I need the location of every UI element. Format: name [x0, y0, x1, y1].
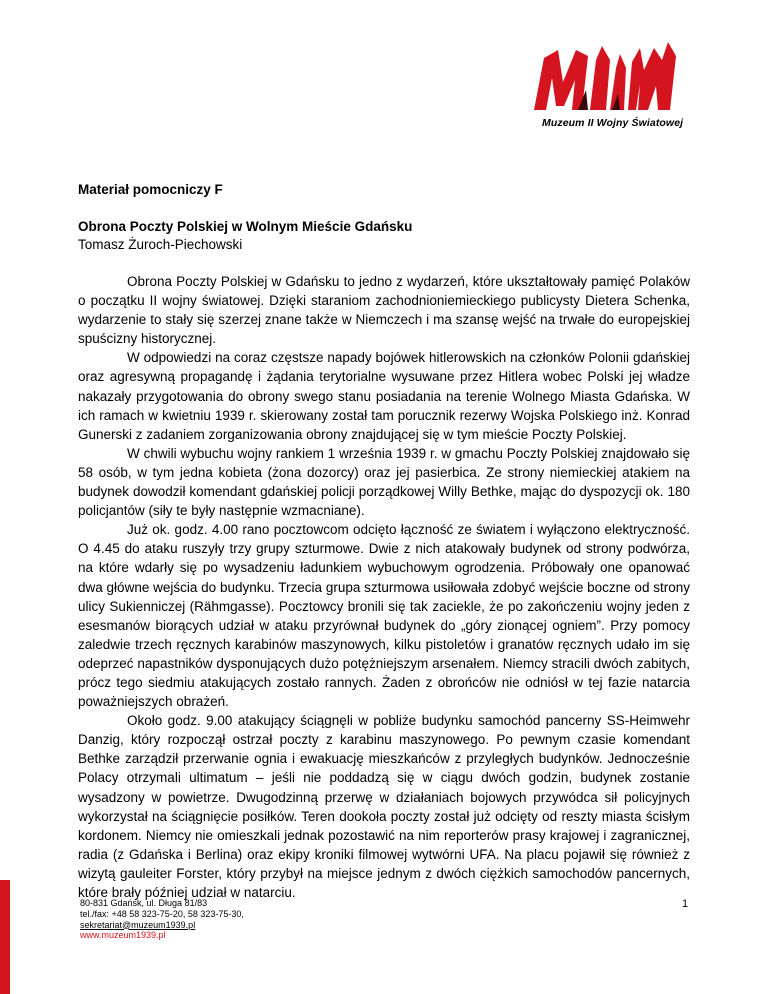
footer-phone: tel./fax: +48 58 323-75-20, 58 323-75-30, [80, 908, 244, 919]
museum-logo-mark [530, 40, 680, 115]
page-number: 1 [682, 898, 689, 910]
footer-contact [80, 898, 244, 941]
material-heading: Materiał pomocniczy F [78, 182, 223, 197]
article-body [78, 272, 690, 902]
footer-address: 80-831 Gdańsk, ul. Długa 81/83 [80, 898, 208, 908]
document-title: Obrona Poczty Polskiej w Wolnym Mieście Gdańsku [78, 219, 413, 234]
museum-logo [530, 40, 685, 140]
author-name: Tomasz Żuroch-Piechowski [78, 237, 243, 252]
paragraph: Obrona Poczty Polskiej w Gdańsku to jedno z wydarzeń, które ukształtowały pamięć Polaków o początku II wojny światowej. Dzięki staraniom zachodnioniemieckiego publicysty Dietera Schenka, wydarzenie to stały się szerzej znane także w Niemczech i ma szansę wejść na trwałe do europejskiej spuścizny historycznej. [78, 274, 690, 347]
paragraph: Około godz. 9.00 atakujący ściągnęli w pobliże budynku samochód pancerny SS-Heimwehr Danzig, który rozpoczął ostrzał poczty z karabinu maszynowego. Po pewnym czasie komendant Bethke zarządził przerwanie ognia i ewakuację mieszkańców z przyległych budynków. Jednocześnie Polacy otrzymali ultimatum – jeśli nie poddadzą się w ciągu dwóch godzin, budynek zostanie wysadzony w powietrze. Dwugodzinną przerwę w działaniach bojowych przywódca sił policyjnych wykorzystał na ściągnięcie posiłków. Teren dookoła poczty został już odcięty od reszty miasta ścisłym kordonem. Niemcy nie omieszkali jednak pozostawić na nim reporterów prasy krajowej i zagranicznej, radia (z Gdańska i Berlina) oraz ekipy kroniki filmowej wytwórni UFA. Na placu pojawił się również z wizytą gauleiter Forster, który przybył na miejsce jednym z dwóch ciężkich samochodów pancernych, które brały później udział w natarciu. [78, 713, 690, 900]
decorative-red-strip [0, 880, 10, 994]
footer-email-link[interactable]: sekretariat@muzeum1939.pl [80, 919, 196, 930]
paragraph: W chwili wybuchu wojny rankiem 1 września 1939 r. w gmachu Poczty Polskiej znajdowało się 58 osób, w tym jedna kobieta (żona dozorcy) oraz jej pasierbica. Ze strony niemieckiej atakiem na budynek dowodził komendant gdańskiej policji porządkowej Willy Bethke, mając do dyspozycji ok. 180 policjantów (siły te były następnie wzmacniane). [78, 445, 690, 519]
paragraph: Już ok. godz. 4.00 rano pocztowcom odcięto łączność ze światem i wyłączono elektryczność. O 4.45 do ataku ruszyły trzy grupy szturmowe. Dwie z nich atakowały budynek od strony podwórza, na które wdarły się po wysadzeniu ładunkiem wybuchowym ogrodzenia. Próbowały one opanować dwa główne wejścia do budynku. Trzecia grupa szturmowa usiłowała zdobyć wejście boczne od strony ulicy Sukienniczej (Rähmgasse). Pocztowcy bronili się tak zaciekle, że po zakończeniu wojny jeden z esesmanów biorących udział w ataku przyrównał budynek do „góry zionącej ogniem”. Przy pomocy zaledwie trzech ręcznych karabinów maszynowych, kilku pistoletów i granatów ręcznych udało im się odeprzeć napastników dysponujących dużo potężniejszym arsenałem. Niemcy stracili dwóch zabitych, prócz tego siedmiu atakujących zostało rannych. Żaden z obrońców nie odniósł w tej fazie natarcia poważniejszych obrażeń. [78, 522, 690, 710]
museum-logo-caption: Muzeum II Wojny Światowej [542, 117, 684, 129]
paragraph: W odpowiedzi na coraz częstsze napady bojówek hitlerowskich na członków Polonii gdańskiej oraz agresywną propagandę i żądania terytorialne wysuwane przez Hitlera wobec Polski jej władze nakazały przygotowania do obrony swego stanu posiadania na terenie Wolnego Miasta Gdańska. W ich ramach w kwietniu 1939 r. skierowany został tam porucznik rezerwy Wojska Polskiego inż. Konrad Gunerski z zadaniem zorganizowania obrony znajdującej się w tym mieście Poczty Polskiej. [78, 350, 690, 442]
footer-website-link[interactable]: www.muzeum1939.pl [80, 930, 166, 941]
